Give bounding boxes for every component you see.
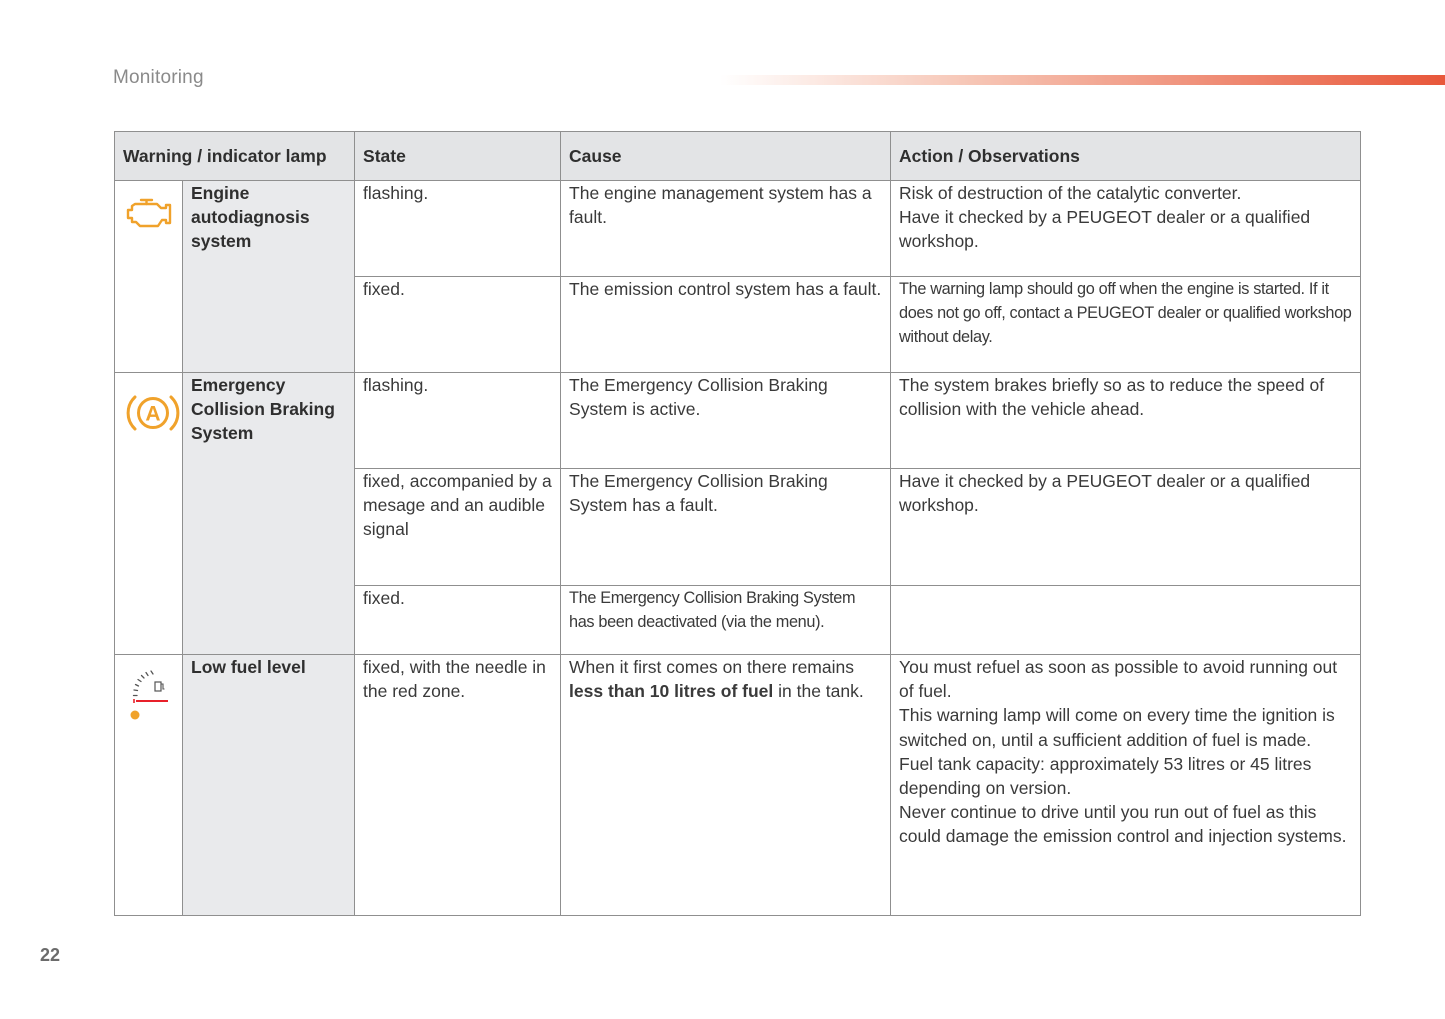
action-line: Have it checked by a PEUGEOT dealer or a qualified workshop. [899,207,1311,252]
lamp-icon-cell [115,655,183,916]
table-row [115,655,1361,916]
state-cell: flashing. [355,181,561,277]
table-row [115,373,1361,469]
engine-check-icon [124,194,174,234]
header-warning-lamp: Warning / indicator lamp [115,132,355,181]
action-line: Never continue to drive until you run out of fuel as this could damage the emission control and injection systems. [899,802,1347,847]
cause-cell: The engine management system has a fault. [561,181,891,277]
state-cell: fixed. [355,277,561,373]
state-cell: fixed. [355,586,561,655]
cause-cell: The Emergency Collision Braking System has been deactivated (via the menu). [561,586,891,655]
action-cell [891,586,1361,655]
header-accent-bar [720,75,1445,85]
lamp-icon-cell [115,181,183,373]
cause-cell: The emission control system has a fault. [561,277,891,373]
warning-lamps-table [114,131,1361,916]
collision-braking-icon-letter: A [145,402,161,426]
table-header-row [115,132,1361,181]
state-cell: flashing. [355,373,561,469]
cause-cell [561,655,891,916]
lamp-name-collision-braking: Emergency Collision Braking System [183,373,355,655]
action-cell [891,655,1361,916]
lamp-name-low-fuel: Low fuel level [183,655,355,916]
action-line: Risk of destruction of the catalytic converter. [899,183,1242,203]
cause-text: When it first comes on there remains [569,657,854,677]
action-cell: Have it checked by a PEUGEOT dealer or a qualified workshop. [891,469,1361,586]
fuel-gauge-icon [124,665,174,725]
action-cell: The warning lamp should go off when the engine is started. If it does not go off, contact a PEUGEOT dealer or qualified workshop without delay. [891,277,1361,373]
action-line: Fuel tank capacity: approximately 53 litres or 45 litres depending on version. [899,753,1312,799]
header-action: Action / Observations [891,132,1361,181]
cause-text: in the tank. [778,681,864,702]
cause-cell: The Emergency Collision Braking System has a fault. [561,469,891,586]
section-title: Monitoring [113,67,204,88]
cause-highlight: less than 10 litres of fuel [569,681,774,702]
action-cell: The system brakes briefly so as to reduce the speed of collision with the vehicle ahead. [891,373,1361,469]
page-number: 22 [40,945,61,965]
header-cause: Cause [561,132,891,181]
action-line: This warning lamp will come on every time the ignition is switched on, until a sufficient addition of fuel is made. [899,705,1335,750]
cause-cell: The Emergency Collision Braking System is active. [561,373,891,469]
lamp-name-engine: Engine autodiagnosis system [183,181,355,373]
table-row [115,181,1361,277]
collision-braking-icon [123,389,183,437]
action-line: You must refuel as soon as possible to avoid running out of fuel. [899,657,1338,702]
action-cell [891,181,1361,277]
state-cell: fixed, accompanied by a mesage and an audible signal [355,469,561,586]
lamp-icon-cell [115,373,183,655]
header-state: State [355,132,561,181]
state-cell: fixed, with the needle in the red zone. [355,655,561,916]
